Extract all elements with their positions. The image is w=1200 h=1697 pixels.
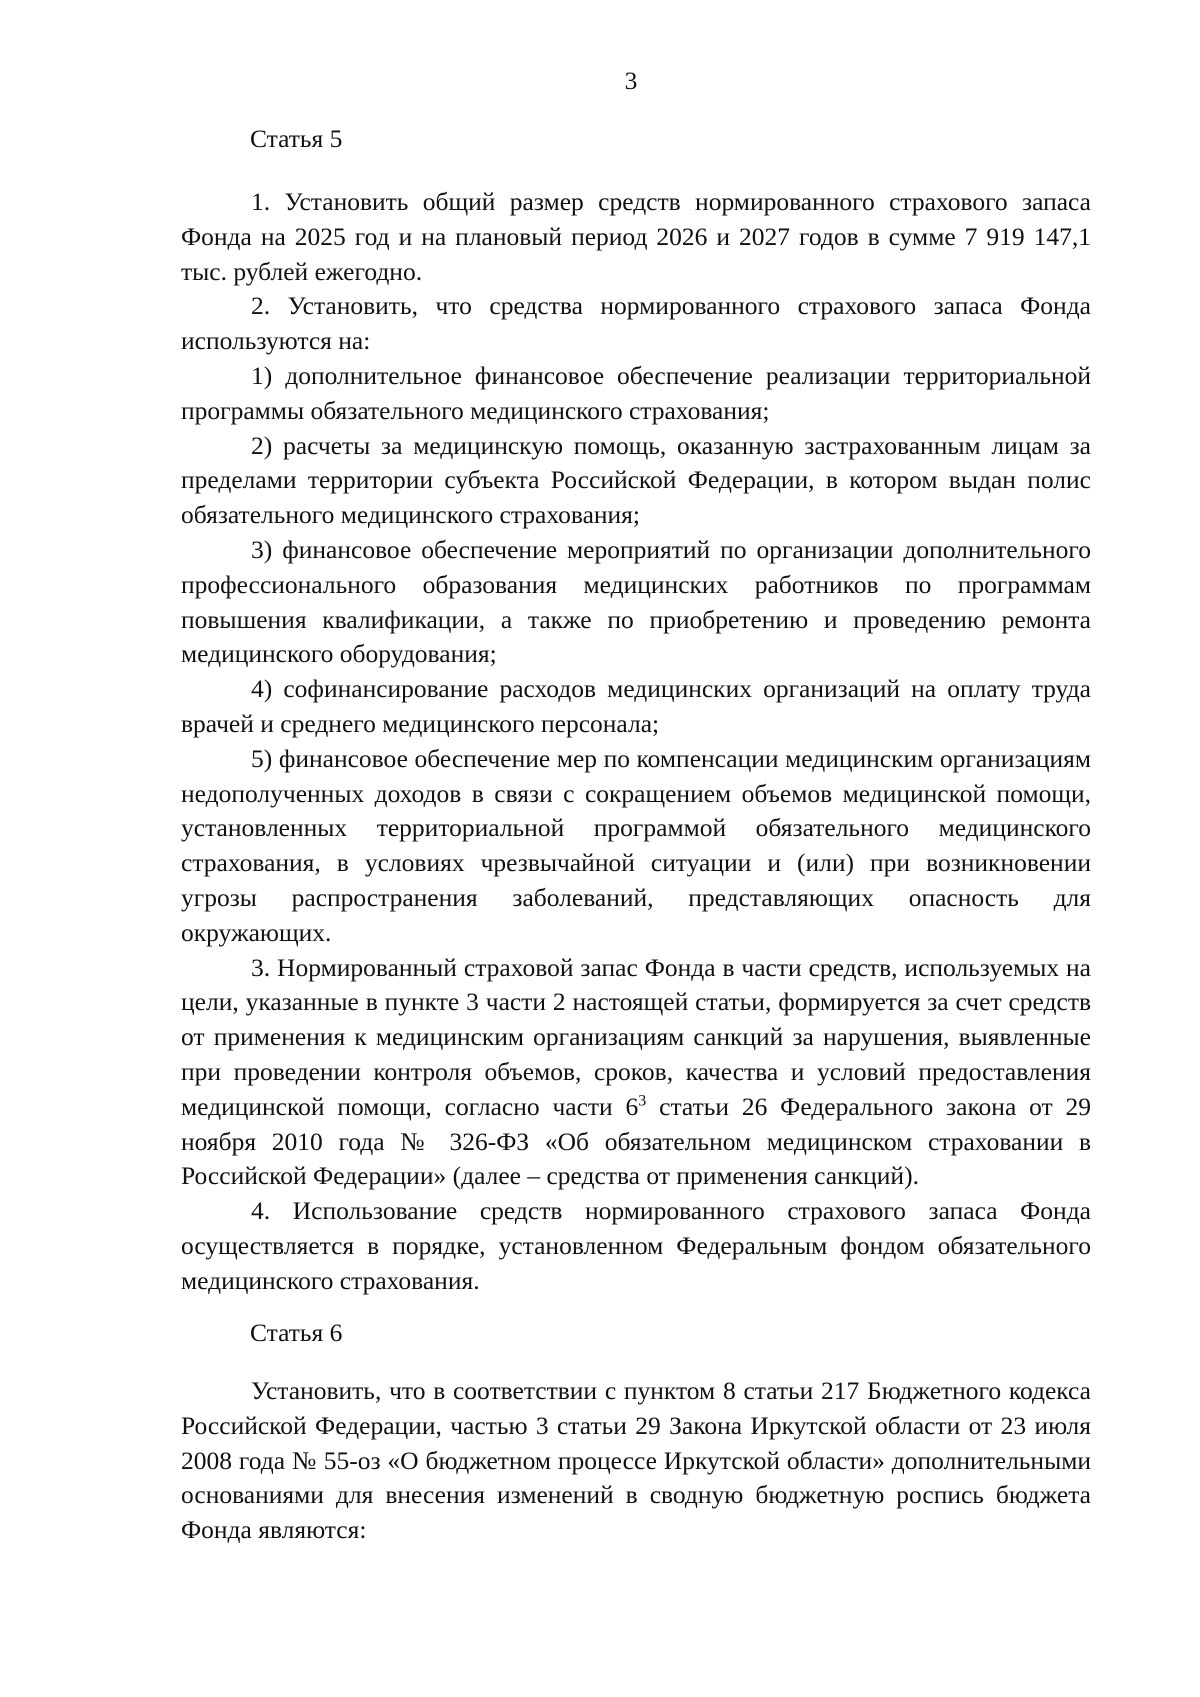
article-6-paragraph-1: Установить, что в соответствии с пунктом 8 статьи 217 Бюджетного кодекса Российской Федерации, частью 3 статьи 29 Закона Иркутской области от 23 июля 2008 года № 55-оз «О бюджетном процессе Иркутской области» дополнительными основаниями для внесения изменений в сводную бюджетную роспись бюджета Фонда являются: <box>181 1376 1092 1545</box>
superscript-3: 3 <box>638 1092 647 1110</box>
article-5-item-2: 2) расчеты за медицинскую помощь, оказанную застрахованным лицам за пределами территории субъекта Российской Федерации, в котором выдан полис обязательного медицинского страхования; <box>181 430 1091 530</box>
article-6-heading: Статья 6 <box>250 1318 343 1347</box>
article-5-item-1: 1) дополнительное финансовое обеспечение реализации территориальной программы обязательного медицинского страхования; <box>181 360 1091 425</box>
article-5-paragraph-2: 2. Установить, что средства нормированного страхового запаса Фонда используются на: <box>181 291 1091 356</box>
article-6-body <box>181 1374 1091 1548</box>
article-5-body <box>181 185 1091 1299</box>
article-5-paragraph-3: 3. Нормированный страховой запас Фонда в части средств, используемых на цели, указанные в пункте 3 части 2 настоящей статьи, формируется за счет средств от применения к медицинским организациям санкций за нарушения, выявленные при проведении контроля объемов, сроков, качества и условий предоставления медицинской помощи, согласно части $6^3$ статьи 26 Федерального закона от 29 ноября 2010 года № 326-ФЗ «Об обязательном медицинском страховании в Российской Федерации» (далее – средства от применения санкций). <box>181 952 1092 1191</box>
article-5-item-5: 5) финансовое обеспечение мер по компенсации медицинским организациям недополученных доходов в связи с сокращением объемов медицинской помощи, установленных территориальной программой обязательного медицинского страхования, в условиях чрезвычайной ситуации и (или) при возникновении угрозы распространения заболеваний, представляющих опасность для окружающих. <box>181 743 1092 947</box>
article-5-paragraph-1: 1. Установить общий размер средств нормированного страхового запаса Фонда на 2025 год и на плановый период 2026 и 2027 годов в сумме 7 919 147,1 тыс. рублей ежегодно. <box>181 187 1092 286</box>
article-5-item-3: 3) финансовое обеспечение мероприятий по организации дополнительного профессионального образования медицинских работников по программам повышения квалификации, а также по приобретению и проведению ремонта медицинского оборудования; <box>181 534 1091 669</box>
page-number: 3 <box>624 66 638 95</box>
article-5-item-4: 4) софинансирование расходов медицинских организаций на оплату труда врачей и среднего медицинского персонала; <box>181 674 1091 738</box>
article-5-heading: Статья 5 <box>250 124 343 153</box>
article-5-paragraph-4: 4. Использование средств нормированного страхового запаса Фонда осуществляется в порядке, установленном Федеральным фондом обязательного медицинского страхования. <box>181 1196 1091 1295</box>
